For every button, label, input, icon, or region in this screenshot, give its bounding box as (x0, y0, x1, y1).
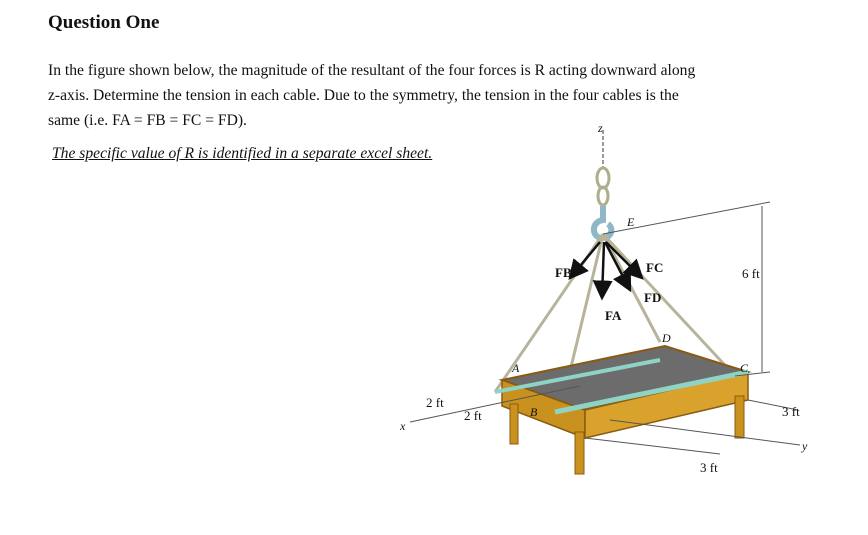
question-heading: Question One (48, 12, 160, 33)
point-a-label: A (512, 361, 520, 375)
y-axis-line (610, 420, 800, 445)
crate-cable-figure (390, 110, 860, 535)
z-axis-label: z (598, 121, 603, 135)
paragraph-line-2: z-axis. Determine the tension in each cable. Due to the symmetry, the tension in the four cables is the (48, 87, 679, 104)
dim-2ft-b-label: 2 ft (464, 408, 482, 423)
chain-link-1 (597, 168, 609, 188)
force-fd-label: FD (644, 290, 662, 305)
point-e-label: E (627, 215, 635, 229)
point-d-label: D (662, 331, 671, 345)
dim-3ft-b-label: 3 ft (782, 404, 800, 419)
dim-3ft-line-a (585, 438, 720, 454)
dim-height-label: 6 ft (742, 266, 760, 281)
figure-svg (390, 110, 860, 530)
crate-leg-1 (510, 404, 518, 444)
crate-leg-3 (735, 396, 744, 438)
dim-2ft-a-label: 2 ft (426, 395, 444, 410)
y-axis-label: y (802, 439, 808, 453)
force-fc-label: FC (646, 260, 664, 275)
force-fb-label: FB (555, 265, 572, 280)
dim-3ft-a-label: 3 ft (700, 460, 718, 475)
force-fa-arrow (602, 242, 604, 298)
paragraph-line-3: same (i.e. FA = FB = FC = FD). (48, 112, 247, 129)
force-fa-label: FA (605, 308, 622, 323)
paragraph-line-1: In the figure shown below, the magnitude of the resultant of the four forces is R acting downward along (48, 62, 696, 79)
x-axis-label: x (400, 419, 406, 433)
chain-link-2 (598, 187, 608, 205)
point-c-label: C (740, 361, 749, 375)
excel-note: The specific value of R is identified in a separate excel sheet. (52, 145, 433, 162)
point-b-label: B (530, 405, 538, 419)
crate-leg-2 (575, 432, 584, 474)
